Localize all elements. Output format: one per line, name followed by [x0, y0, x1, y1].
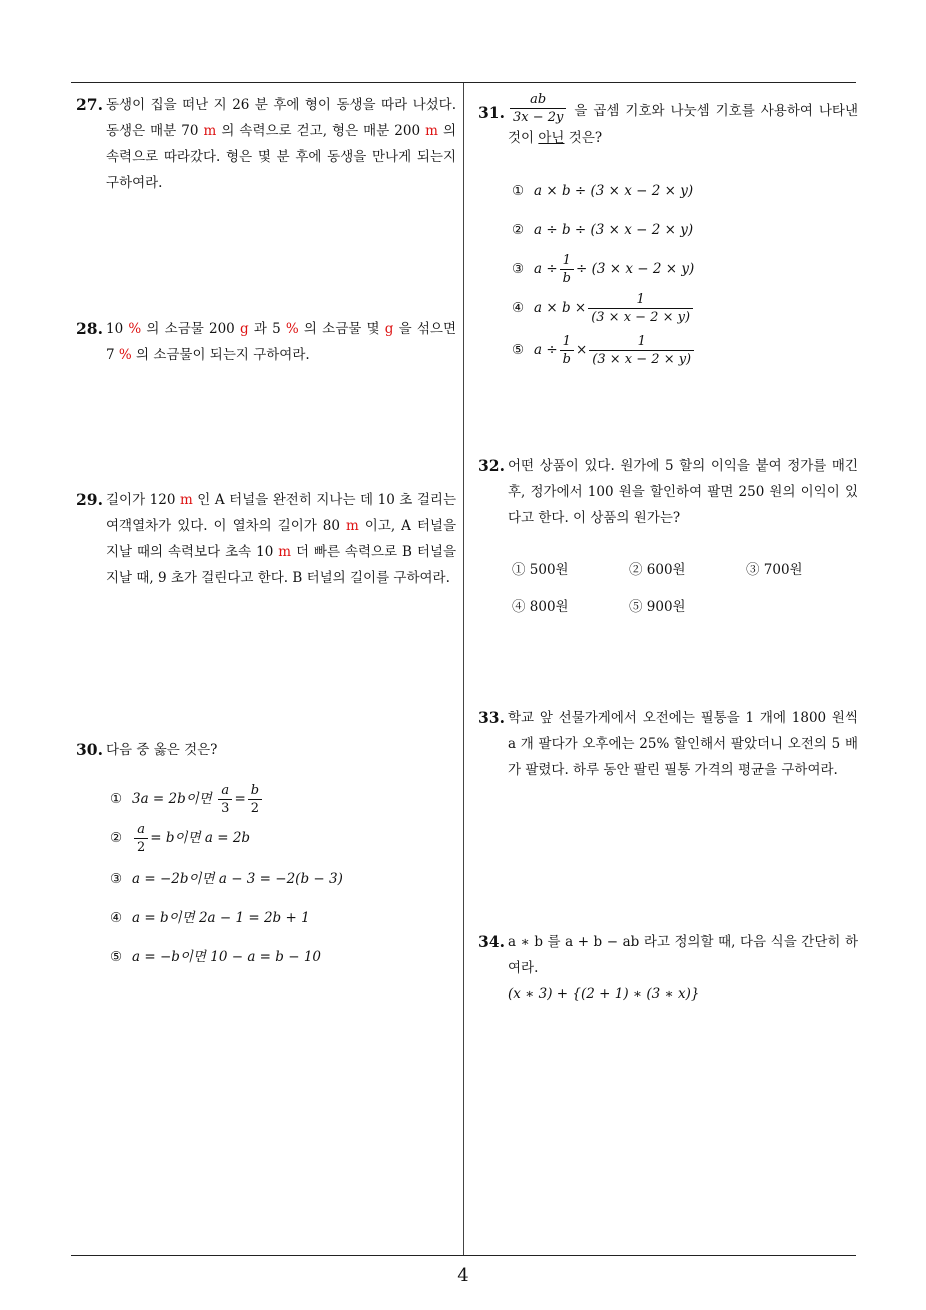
question-31: [478, 92, 858, 151]
q30-option-3[interactable]: ③ a = −2b이면 a − 3 = −2(b − 3): [110, 871, 343, 887]
q30-option-4[interactable]: ④ a = b이면 2a − 1 = 2b + 1: [110, 910, 310, 926]
question-28: [76, 316, 456, 368]
q32-option-2[interactable]: ② 600원: [629, 562, 686, 578]
question-29: [76, 487, 456, 591]
question-30: [76, 737, 456, 763]
q31-option-3[interactable]: ③ a ÷ $\frac{1}{b}$ ÷ (3 × x − 2 × y): [512, 253, 695, 286]
fraction: $\frac{ab}{3x - 2y}$: [510, 92, 566, 125]
question-number: 30.: [76, 740, 103, 759]
question-text: a ∗ b 를 a + b − ab 라고 정의할 때, 다음 식을 간단히 하여라.: [508, 934, 858, 976]
fraction: $\frac{a}{2}$: [134, 822, 148, 855]
q32-option-3[interactable]: ③ 700원: [746, 562, 803, 578]
q30-option-2[interactable]: ② $\frac{a}{2}$ = b이면 a = 2b: [110, 822, 251, 855]
question-number: 27.: [76, 95, 103, 114]
question-text: 학교 앞 선물가게에서 오전에는 필통을 1 개에 1800 원씩 a 개 팔다가 오후에는 25% 할인해서 팔았더니 오전의 5 배가 팔렸다. 하루 동안 팔린 필통 가격의 평균을 구하여라.: [508, 710, 858, 778]
bottom-rule: [71, 1255, 856, 1256]
question-text: 10 % 의 소금물 200 g 과 5 % 의 소금물 몇 g 을 섞으면 7 % 의 소금물이 되는지 구하여라.: [106, 321, 456, 363]
fraction: $\frac{1}{b}$: [560, 253, 574, 286]
question-number: 34.: [478, 932, 505, 951]
fraction: $\frac{b}{2}$: [248, 783, 262, 816]
q31-option-4[interactable]: ④ a × b × $\frac{1}{(3 \times x - 2 \times y)}$: [512, 292, 695, 325]
expression: (x ∗ 3) + {(2 + 1) ∗ (3 ∗ x)}: [508, 986, 700, 1002]
q32-option-4[interactable]: ④ 800원: [512, 599, 569, 615]
question-text: 어떤 상품이 있다. 원가에 5 할의 이익을 붙여 정가를 매긴 후, 정가에서 100 원을 할인하여 팔면 250 원의 이익이 있다고 한다. 이 상품의 원가는?: [508, 458, 858, 526]
question-33: [478, 705, 858, 783]
question-32: [478, 453, 858, 531]
q30-option-5[interactable]: ⑤ a = −b이면 10 − a = b − 10: [110, 949, 321, 965]
fraction: $\frac{a}{3}$: [218, 783, 232, 816]
fraction: $\frac{1}{(3 \times x - 2 \times y)}$: [589, 334, 694, 367]
question-number: 33.: [478, 708, 505, 727]
question-text: 다음 중 옳은 것은?: [106, 742, 218, 758]
q31-option-1[interactable]: ① a × b ÷ (3 × x − 2 × y): [512, 183, 694, 199]
q32-option-5[interactable]: ⑤ 900원: [629, 599, 686, 615]
fraction: $\frac{1}{(3 \times x - 2 \times y)}$: [588, 292, 693, 325]
question-text: 동생이 집을 떠난 지 26 분 후에 형이 동생을 따라 나섰다. 동생은 매분 70 m 의 속력으로 걷고, 형은 매분 200 m 의 속력으로 따라갔다. 형은 몇 분 후에 동생을 만나게 되는지 구하여라.: [106, 97, 456, 191]
question-number: 31.: [478, 103, 505, 122]
question-number: 28.: [76, 319, 103, 338]
q32-option-1[interactable]: ① 500원: [512, 562, 569, 578]
q31-option-5[interactable]: ⑤ a ÷ $\frac{1}{b}$ × $\frac{1}{(3 \times x - 2 \times y)}$: [512, 334, 696, 367]
question-number: 29.: [76, 490, 103, 509]
q30-option-1[interactable]: ① 3a = 2b이면 $\frac{a}{3}$ = $\frac{b}{2}$: [110, 783, 264, 816]
question-27: [76, 92, 456, 196]
q31-option-2[interactable]: ② a ÷ b ÷ (3 × x − 2 × y): [512, 222, 694, 238]
question-number: 32.: [478, 456, 505, 475]
page-number: 4: [457, 1265, 469, 1286]
question-34: [478, 929, 858, 1007]
fraction: $\frac{1}{b}$: [560, 334, 574, 367]
question-text: $\frac{ab}{3x - 2y}$ 을 곱셈 기호와 나눗셈 기호를 사용하여 나타낸 것이 아닌 것은?: [508, 92, 858, 146]
column-divider: [463, 83, 464, 1255]
question-text: 길이가 120 m 인 A 터널을 완전히 지나는 데 10 초 걸리는 여객열차가 있다. 이 열차의 길이가 80 m 이고, A 터널을 지날 때의 속력보다 초속 10 m 더 빠른 속력으로 B 터널을 지날 때, 9 초가 걸린다고 한다. B 터널의 길이를 구하여라.: [106, 492, 456, 586]
